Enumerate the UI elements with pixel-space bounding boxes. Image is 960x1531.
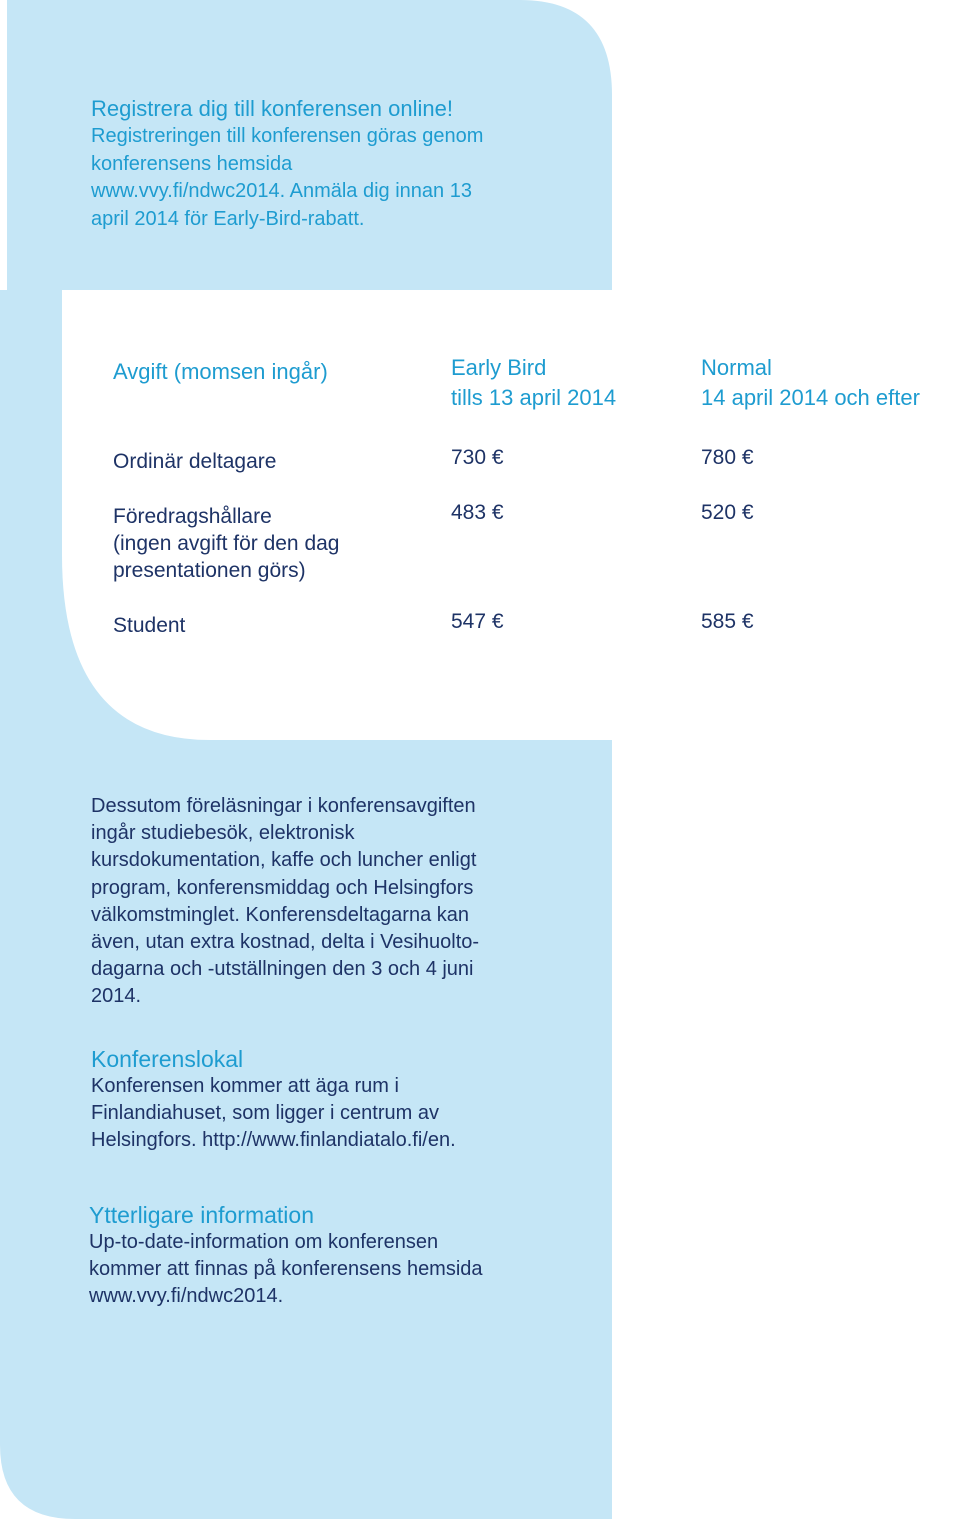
more-info-line: Up-to-date-information om konferensen xyxy=(89,1231,439,1253)
more-info-section xyxy=(89,1201,483,1311)
registration-block xyxy=(91,95,483,233)
registration-url-line[interactable]: www.vvy.fi/ndwc2014. Anmäla dig innan 13 xyxy=(91,180,472,202)
fee-early-value: 730 € xyxy=(451,446,504,469)
venue-section xyxy=(91,1045,456,1155)
fee-early-value: 483 € xyxy=(451,501,504,524)
fee-normal-value: 780 € xyxy=(701,446,754,469)
venue-heading: Konferenslokal xyxy=(91,1046,244,1072)
venue-line: Finlandiahuset, som ligger i centrum av xyxy=(91,1102,439,1125)
fee-normal-value: 585 € xyxy=(701,610,754,633)
fee-header-label: Avgift (momsen ingår) xyxy=(113,359,328,384)
normal-title: Normal xyxy=(701,355,772,380)
fee-early-value: 547 € xyxy=(451,610,504,633)
registration-line: april 2014 för Early-Bird-rabatt. xyxy=(91,207,365,230)
more-info-line: kommer att finnas på konferensens hemsida xyxy=(89,1258,483,1281)
includes-line: även, utan extra kostnad, delta i Vesihuolto- xyxy=(91,931,480,954)
early-bird-header xyxy=(451,353,616,413)
registration-heading: Registrera dig till konferensen online! xyxy=(91,96,453,121)
normal-subtitle: 14 april 2014 och efter xyxy=(701,385,920,410)
includes-line: kursdokumentation, kaffe och luncher enligt xyxy=(91,849,477,872)
registration-line: Registreringen till konferensen göras genom xyxy=(91,125,484,147)
more-info-url-line[interactable]: www.vvy.fi/ndwc2014. xyxy=(89,1285,284,1308)
includes-paragraph xyxy=(91,793,479,1011)
includes-line: ingår studiebesök, elektronisk xyxy=(91,822,355,845)
includes-line: program, konferensmiddag och Helsingfors xyxy=(91,876,474,899)
early-bird-subtitle: tills 13 april 2014 xyxy=(451,385,617,410)
includes-line: Dessutom föreläsningar i konferensavgiften xyxy=(91,795,476,817)
fee-normal-value: 520 € xyxy=(701,501,754,524)
includes-line: 2014. xyxy=(91,985,142,1008)
includes-line: välkomstminglet. Konferensdeltagarna kan xyxy=(91,903,469,926)
fee-row-label-line: presentationen görs) xyxy=(113,559,306,582)
early-bird-title: Early Bird xyxy=(451,355,547,380)
venue-line: Konferensen kommer att äga rum i xyxy=(91,1075,399,1097)
normal-header xyxy=(701,353,920,413)
fee-row-label xyxy=(113,503,340,584)
registration-line: konferensens hemsida xyxy=(91,152,293,175)
includes-line: dagarna och -utställningen den 3 och 4 juni xyxy=(91,958,474,981)
more-info-heading: Ytterligare information xyxy=(89,1202,314,1228)
fee-row-label: Student xyxy=(113,614,186,637)
fee-row-label-line: Föredragshållare xyxy=(113,505,272,528)
venue-link-line[interactable]: Helsingfors. http://www.finlandiatalo.fi/en. xyxy=(91,1129,456,1152)
fee-row-label-line: (ingen avgift för den dag xyxy=(113,532,340,555)
fee-row-label: Ordinär deltagare xyxy=(113,450,277,473)
